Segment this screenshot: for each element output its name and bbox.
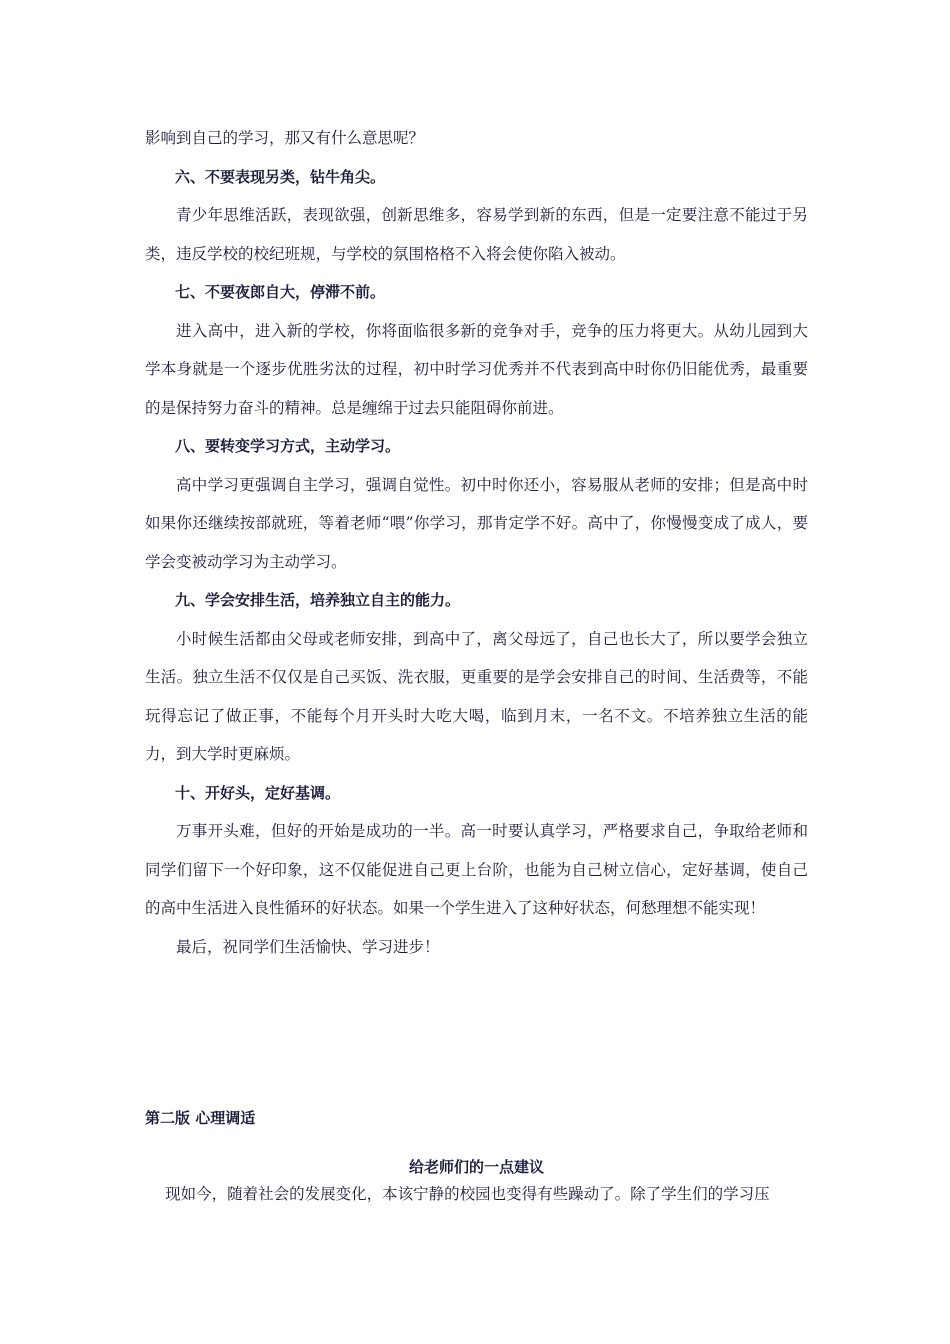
heading-nine: 九、学会安排生活，培养独立自主的能力。 bbox=[175, 591, 461, 609]
heading-six: 六、不要表现另类，钻牛角尖。 bbox=[175, 167, 386, 186]
article-title: 给老师们的一点建议 bbox=[408, 1158, 544, 1176]
article-body bbox=[145, 119, 808, 966]
paragraph-eight: 高中学习更强调自主学习，强调自觉性。初中时你还小，容易服从老师的安排；但是高中时如果你还继续按部就班，等着老师“喂”你学习，那肯定学不好。高中了，你慢慢变成了成人，要学会变被动学习为主动学习。 bbox=[145, 475, 808, 571]
paragraph-seven: 进入高中，进入新的学校，你将面临很多新的竞争对手，竞争的压力将更大。从幼儿园到大学本身就是一个逐步优胜劣汰的过程，初中时学习优秀并不代表到高中时你仍旧能优秀，最重要的是保持努力奋斗的精神。总是缠绵于过去只能阻碍你前进。 bbox=[145, 321, 808, 417]
closing-paragraph: 最后，祝同学们生活愉快、学习进步！ bbox=[176, 937, 440, 956]
paragraph-nine: 小时候生活都由父母或老师安排，到高中了，离父母远了，自己也长大了，所以要学会独立生活。独立生活不仅仅是自己买饭、洗衣服，更重要的是学会安排自己的时间、生活费等，不能玩得忘记了做正事，不能每个月开头时大吃大喝，临到月末，一名不文。不培养独立生活的能力，到大学时更麻烦。 bbox=[145, 629, 808, 763]
paragraph-continuation: 影响到自己的学习，那又有什么意思呢？ bbox=[145, 129, 425, 147]
paragraph-ten: 万事开头难，但好的开始是成功的一半。高一时要认真学习，严格要求自己，争取给老师和同学们留下一个好印象，这不仅能促进自己更上台阶，也能为自己树立信心，定好基调，使自己的高中生活进入良性循环的好状态。如果一个学生进入了这种好状态，何愁理想不能实现！ bbox=[145, 822, 808, 917]
article-first-line: 现如今，随着社会的发展变化，本该宁静的校园也变得有些躁动了。除了学生们的学习压 bbox=[165, 1185, 770, 1203]
heading-ten: 十、开好头，定好基调。 bbox=[175, 783, 341, 802]
heading-eight: 八、要转变学习方式，主动学习。 bbox=[175, 437, 401, 455]
paragraph-six: 青少年思维活跃，表现欲强，创新思维多，容易学到新的东西，但是一定要注意不能过于另类，违反学校的校纪班规，与学校的氛围格格不入将会使你陷入被动。 bbox=[145, 206, 808, 263]
heading-seven: 七、不要夜郎自大，停滞不前。 bbox=[175, 283, 386, 301]
section-title: 第二版 心理调适 bbox=[145, 1109, 256, 1127]
